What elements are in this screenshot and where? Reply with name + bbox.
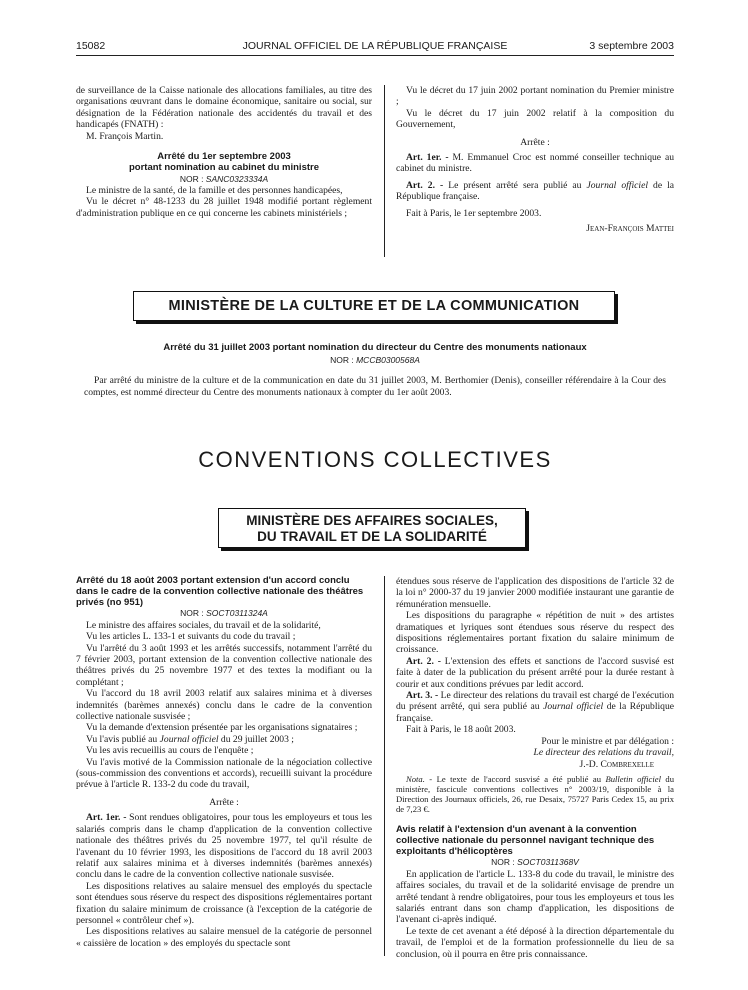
article: Art. 2. - L'extension des effets et sanctions de l'accord susvisé est faite à dater de la publication du présent arrêté pour la durée restant à courir et aux conditions prévues par ledit accord. xyxy=(396,655,674,690)
nor-reference: NOR : SOCT0311368V xyxy=(491,857,579,868)
nor-reference: NOR : SANC0323334A xyxy=(179,173,269,184)
paragraph: de surveillance de la Caisse nationale des allocations familiales, au titre des organisations œuvrant dans le domaine économique, sanitaire ou social, sur désignation de la Fédération nationale des accidentés du travail et des handicapés (FNATH) : xyxy=(76,85,372,131)
arrete-label: Arrête : xyxy=(209,796,239,808)
culture-section xyxy=(76,343,674,398)
paragraph: M. François Martin. xyxy=(86,130,164,142)
paragraph: Vu l'accord du 18 avril 2003 relatif aux salaires minima et à diverses indemnités (barèmes annexés) conclu dans le cadre de la convention collective nationale susvisée ; xyxy=(76,688,372,723)
paragraph: Vu les articles L. 133-1 et suivants du code du travail ; xyxy=(86,631,296,643)
paragraph: Vu le décret du 17 juin 2002 portant nomination du Premier ministre ; xyxy=(396,85,674,108)
bottom-right-column xyxy=(396,576,674,960)
arrete-label: Arrête : xyxy=(520,136,550,148)
ministry-title-line: MINISTÈRE DES AFFAIRES SOCIALES, xyxy=(246,513,498,528)
paragraph: Vu le décret du 17 juin 2002 relatif à la composition du Gouvernement, xyxy=(396,107,674,131)
signature: J.-D. Combrexelle xyxy=(579,758,654,770)
paragraph: Vu la demande d'extension présentée par les organisations signataires ; xyxy=(86,722,358,734)
nota: Nota. - Le texte de l'accord susvisé a été publié au Bulletin officiel du ministère, fascicule conventions collectives n° 2003/19, disponible à la Direction des Journaux officiels, 26, rue Desaix, 75727 Paris Cedex 15, au prix de 7,23 €. xyxy=(396,773,674,814)
delegation: Pour le ministre et par délégation : xyxy=(541,735,674,747)
journal-title: JOURNAL OFFICIEL DE LA RÉPUBLIQUE FRANÇAISE xyxy=(242,40,508,52)
ministry-title-line: DU TRAVAIL ET DE LA SOLIDARITÉ xyxy=(257,529,487,544)
paragraph: Vu l'avis motivé de la Commission nationale de la négociation collective (sous-commission des conventions et accords), recueilli suivant la procédure prévue à l'article R. 133-2 du code du travail, xyxy=(76,756,372,791)
signature: Jean-François Mattei xyxy=(586,223,674,235)
column-divider xyxy=(384,85,385,257)
avis-title: Avis relatif à l'extension d'un avenant à la convention collective nationale du personnel navigant technique des exploitants d'hélicoptères xyxy=(396,823,655,857)
column-divider xyxy=(384,576,385,956)
issue-date: 3 septembre 2003 xyxy=(589,40,674,52)
paragraph: étendues sous réserve de l'application des dispositions de l'article 32 de la loi n° 2000-37 du 19 janvier 2000 modifiée instaurant une garantie de rémunération mensuelle. xyxy=(396,576,674,610)
paragraph: Le ministre de la santé, de la famille et des personnes handicapées, xyxy=(86,185,343,197)
paragraph: Vu l'arrêté du 3 août 1993 et les arrêtés successifs, notamment l'arrêté du 7 février 2003, portant extension de la convention collective nationale des théâtres privés du 25 novembre 1977 et des textes la modifiant ou la complétant ; xyxy=(76,642,372,688)
nor-reference: NOR : MCCB0300568A xyxy=(330,354,420,365)
ministry-social-box xyxy=(218,508,526,548)
section-heading: CONVENTIONS COLLECTIVES xyxy=(198,447,552,472)
arrete-title: Arrêté du 31 juillet 2003 portant nomination du directeur du Centre des monuments nationaux xyxy=(163,342,587,353)
paragraph: Le ministre des affaires sociales, du travail et de la solidarité, xyxy=(86,619,321,631)
top-left-column xyxy=(76,85,372,219)
article: Art. 1er. - Sont rendues obligatoires, pour tous les employeurs et tous les salariés compris dans le champ d'application de la convention collective nationale des théâtres privés du 25 novembre 1977, tel qu'il résulte de l'avenant du 10 février 1993, les dispositions de l'accord du 18 avril 2003 relatif aux salaires minima et à diverses indemnités (barèmes annexés) conclu dans le cadre de la convention collective nationale susvisée. xyxy=(76,812,372,881)
paragraph: Les dispositions relatives au salaire mensuel des employés du spectacle sont étendues sous réserve du respect des dispositions réglementaires portant fixation du salaire minimum de croissance (à l'exception de la catégorie de personnel « contrôleur chef »). xyxy=(76,880,372,926)
paragraph: Vu le décret n° 48-1233 du 28 juillet 1948 modifié portant règlement d'administration publique en ce qui concerne les cabinets ministériels ; xyxy=(76,196,372,219)
nor-reference: NOR : SOCT0311324A xyxy=(180,608,268,619)
paragraph: Vu l'avis publié au Journal officiel du 29 juillet 2003 ; xyxy=(86,733,294,745)
bottom-left-column xyxy=(76,576,372,949)
article: Art. 2. - Le présent arrêté sera publié au Journal officiel de la République française. xyxy=(396,179,675,203)
paragraph: Les dispositions relatives au salaire mensuel de la catégorie de personnel « caissière de location » des employés du spectacle sont xyxy=(76,926,372,949)
ministry-culture-box xyxy=(133,291,615,321)
arrete-title: Arrêté du 1er septembre 2003 xyxy=(157,151,291,163)
article: Art. 3. - Le directeur des relations du travail est chargé de l'exécution du présent arrêté, qui sera publié au Journal officiel de la République française. xyxy=(396,690,675,724)
article: Art. 1er. - M. Emmanuel Croc est nommé conseiller technique au cabinet du ministre. xyxy=(396,152,674,175)
paragraph: En application de l'article L. 133-8 du code du travail, le ministre des affaires sociales, du travail et de la solidarité envisage de prendre un arrêté tendant à rendre obligatoires, pour tous les employeurs et tous les salariés entrant dans son champ d'application, les dispositions de l'avenant ci-après indiqué. xyxy=(396,868,674,926)
arrete-title: Arrêté du 18 août 2003 portant extension d'un accord conclu dans le cadre de la convention collective nationale des théâtres privés (no 951) xyxy=(76,575,364,608)
running-header xyxy=(76,40,674,54)
paragraph: Vu les avis recueillis au cours de l'enquête ; xyxy=(86,745,254,757)
ministry-title: MINISTÈRE DE LA CULTURE ET DE LA COMMUNICATION xyxy=(168,298,580,314)
fait-a-paris: Fait à Paris, le 1er septembre 2003. xyxy=(406,207,542,219)
delegation-title: Le directeur des relations du travail, xyxy=(533,747,674,759)
top-right-column xyxy=(396,85,674,234)
paragraph: Par arrêté du ministre de la culture et de la communication en date du 31 juillet 2003, M. Berthomier (Denis), conseiller référendaire à la Cour des comptes, est nommé directeur du Centre des monuments nationaux à compter du 1er août 2003. xyxy=(84,375,666,398)
fait-a-paris: Fait à Paris, le 18 août 2003. xyxy=(406,724,516,736)
paragraph: Les dispositions du paragraphe « répétition de nuit » des artistes dramatiques et lyriques sont étendues sous réserve du respect des dispositions réglementaires portant fixation du salaire minimum de croissance. xyxy=(396,610,674,656)
page-number: 15082 xyxy=(76,40,106,52)
arrete-title: portant nomination au cabinet du ministre xyxy=(128,161,319,173)
paragraph: Le texte de cet avenant a été déposé à la direction départementale du travail, de l'emploi et de la formation professionnelle du lieu de sa conclusion, où il pourra en être pris connaissance. xyxy=(396,925,674,960)
header-rule xyxy=(76,55,674,56)
